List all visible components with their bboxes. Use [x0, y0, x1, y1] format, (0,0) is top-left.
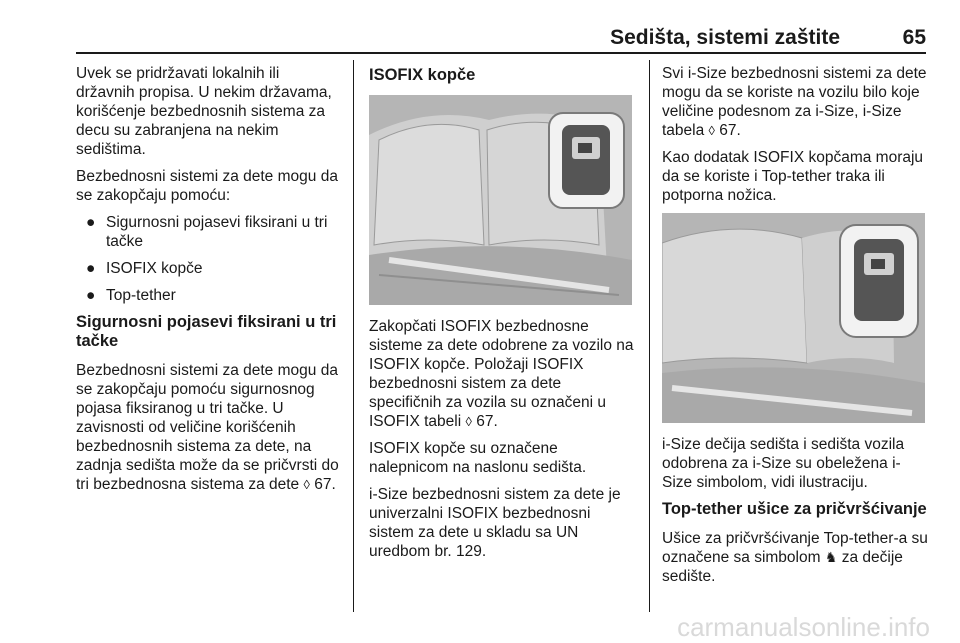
paragraph: Zakopčati ISOFIX bezbednosne sisteme za dete odobrene za vozilo na ISOFIX kopče. Položaji ISOFIX bezbednosni sistem za dete specifičnih za vozila su označeni u ISOFIX tabeli ◊ 67.: [369, 318, 634, 430]
bullet-icon: ●: [86, 214, 96, 231]
paragraph: i-Size bezbednosni sistem za dete je univerzalni ISOFIX bezbednosni sistem za dete u skladu sa UN uredbom br. 129.: [369, 486, 621, 560]
bullet-icon: ●: [86, 260, 96, 277]
column-divider-1: [353, 60, 354, 612]
page-header: [76, 26, 926, 50]
header-divider: [76, 52, 926, 54]
watermark: carmanualsonline.info: [677, 612, 930, 642]
section-heading: Sigurnosni pojasevi fiksirani u tri tačke: [76, 313, 337, 350]
isize-seat-illustration: [662, 213, 925, 423]
paragraph: Svi i-Size bezbednosni sistemi za dete mogu da se koriste na vozilu bilo koje veličine podesnom za i-Size, i-Size tabela ◊ 67.: [662, 65, 927, 139]
bullet-icon: ●: [86, 287, 96, 304]
paragraph: Kao dodatak ISOFIX kopčama moraju da se koriste i Top-tether traka ili potporna nožica.: [662, 149, 924, 204]
paragraph: i-Size dečija sedišta i sedišta vozila odobrena za i-Size su obeležena i-Size simbolom, vidi ilustraciju.: [662, 436, 905, 491]
reference-arrow-icon: ◊: [708, 123, 715, 138]
paragraph: Uvek se pridržavati lokalnih ili državnih propisa. U nekim državama, korišćenje bezbednosnih sistema za decu su zabranjena na nekim sedištima.: [76, 65, 332, 158]
reference-arrow-icon: ◊: [303, 477, 310, 492]
paragraph: ISOFIX kopče su označene nalepnicom na naslonu sedišta.: [369, 440, 587, 476]
section-heading: ISOFIX kopče: [369, 66, 476, 84]
list-item: ● Top-tether: [86, 287, 176, 304]
column-3: [662, 64, 928, 594]
page-reference[interactable]: 67.: [476, 413, 498, 430]
column-1: [76, 64, 342, 502]
list-item: ● Sigurnosni pojasevi fiksirani u tri tačke: [86, 214, 328, 250]
column-divider-2: [649, 60, 650, 612]
child-seat-symbol-icon: ♞: [824, 549, 838, 565]
section-heading: Top-tether ušice za pričvršćivanje: [662, 500, 927, 518]
page-reference[interactable]: 67.: [314, 476, 336, 493]
paragraph: Bezbednosni sistemi za dete mogu da se zakopčaju pomoću:: [76, 168, 338, 204]
list-item: ● ISOFIX kopče: [86, 260, 203, 277]
bullet-list: [76, 213, 342, 305]
column-2: [369, 64, 637, 569]
paragraph: Ušice za pričvršćivanje Top-tether-a su označene sa simbolom ♞ za dečije sedište.: [662, 530, 928, 585]
page-reference[interactable]: 67.: [719, 122, 741, 139]
isofix-seat-illustration: [369, 95, 632, 305]
reference-arrow-icon: ◊: [465, 414, 472, 429]
paragraph: Bezbednosni sistemi za dete mogu da se zakopčaju pomoću sigurnosnog pojasa fiksiranog u tri tačke. U zavisnosti od veličine korišćenih bezbednosnih sistema za dete, na zadnja sedišta može da se pričvrsti do tri bezbednosna sistema za dete ◊ 67.: [76, 362, 339, 493]
page-title: Sedišta, sistemi zaštite: [610, 26, 840, 49]
page-number: 65: [902, 26, 926, 49]
